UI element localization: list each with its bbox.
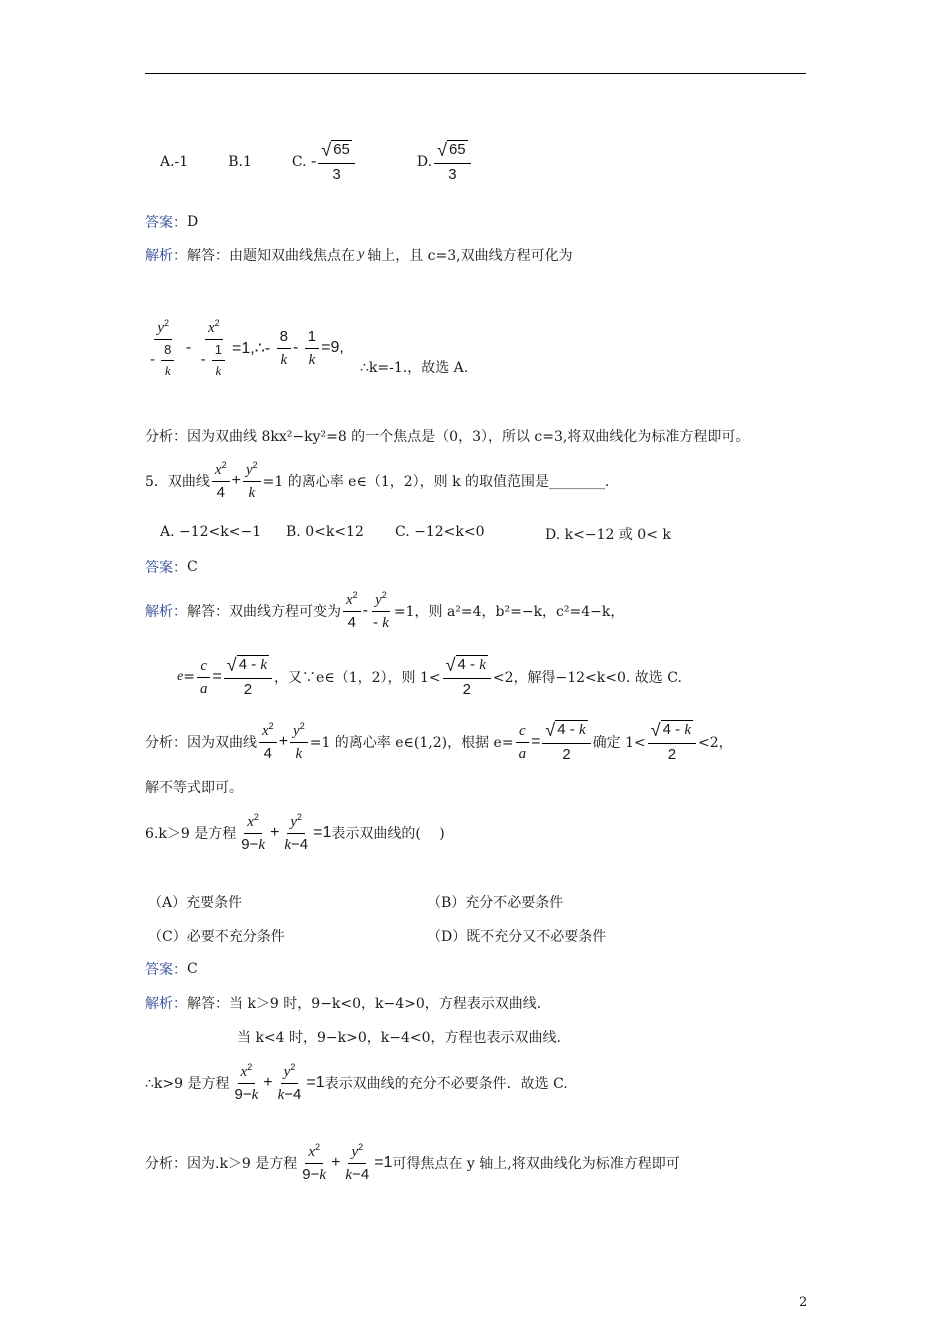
q6-jiexi: 解析： 解答：当 k＞9 时，9−k<0，k−4>0，方程表示双曲线. bbox=[145, 996, 542, 1012]
q6-option-c: （C）必要不充分条件 bbox=[148, 929, 285, 945]
q4-option-c: C. - √ 65 3 bbox=[292, 140, 357, 184]
header-rule bbox=[145, 73, 806, 74]
q6-stem: 6.k＞9 是方程 $\frac{x^2}{9-k}$ + $\frac{y^2}{k-4}$ =1 表示双曲线的( ) bbox=[145, 812, 445, 853]
q5-e-line: e = $\frac{c}{a}$ = √ 4 - k 2 ，又∵e∈（1，2），则 1< √ 4 - k 2 <2，解得−12<k<0. 故选 C. bbox=[177, 655, 682, 698]
page-number: 2 bbox=[799, 1295, 808, 1310]
q4-equation: $y^2$ - $\frac{8}{k}$ - $x^2$ - $\frac{1}{k}$ =1,∴- $\frac{8}{k}$ - $\frac{1}{k}$ =9, bbox=[150, 318, 344, 378]
q4-d-fraction: √ 65 3 bbox=[434, 140, 471, 184]
q6-option-a: （A）充要条件 bbox=[148, 895, 243, 911]
q5-answer: 答案： C bbox=[145, 559, 198, 576]
q4-answer: 答案： D bbox=[145, 214, 199, 231]
q4-c-fraction: √ 65 3 bbox=[318, 140, 355, 184]
q5-option-b: B. 0<k<12 bbox=[286, 524, 364, 540]
q4-option-b: B.1 bbox=[228, 154, 252, 170]
q5-stem: 5．双曲线 $\frac{x^2}{4}$ + $\frac{y^2}{k}$ =1 的离心率 e∈（1，2），则 k 的取值范围是________. bbox=[145, 460, 610, 501]
q5-fenxi-line2: 解不等式即可。 bbox=[145, 780, 243, 796]
q4-option-d: D. √ 65 3 bbox=[417, 140, 473, 184]
q5-option-a: A. −12<k<−1 bbox=[160, 524, 262, 540]
q4-conclusion: ∴k=-1.，故选 A. bbox=[360, 360, 469, 376]
q6-answer: 答案： C bbox=[145, 961, 198, 978]
q4-fenxi: 分析：因为双曲线 8kx²−ky²=8 的一个焦点是（0，3），所以 c=3,将双曲线化为标准方程即可。 bbox=[145, 429, 750, 445]
q6-jiexi-2: 当 k<4 时，9−k>0，k−4<0，方程也表示双曲线. bbox=[237, 1030, 561, 1046]
q4-option-a: A.-1 bbox=[160, 154, 189, 170]
q5-option-c: C. −12<k<0 bbox=[395, 524, 485, 540]
q6-fenxi: 分析：因为.k＞9 是方程 $\frac{x^2}{9-k}$ + $\frac{y^2}{k-4}$ =1 可得焦点在 y 轴上,将双曲线化为标准方程即可 bbox=[145, 1142, 680, 1183]
q6-conclusion: ∴k>9 是方程 $\frac{x^2}{9-k}$ + $\frac{y^2}{k-4}$ =1 表示双曲线的充分不必要条件．故选 C. bbox=[145, 1062, 568, 1103]
q5-fenxi: 分析：因为双曲线 $\frac{x^2}{4}$ + $\frac{y^2}{k}$ =1 的离心率 e∈(1,2)，根据 e= $\frac{c}{a}$ = √ 4 - k 2 确定 1< √ 4 - k 2 <2， bbox=[145, 720, 733, 763]
q6-option-b: （B）充分不必要条件 bbox=[427, 895, 564, 911]
q6-option-d: （D）既不充分又不必要条件 bbox=[427, 929, 607, 945]
q5-jiexi: 解析： 解答：双曲线方程可变为 $\frac{x^2}{4}$ - $\frac{y^2}{- k}$ =1，则 a²=4，b²=−k，c²=4−k， bbox=[145, 590, 625, 631]
q5-option-d: D. k<−12 或 0< k bbox=[545, 527, 671, 543]
q4-jiexi: 解析： 解答：由题知双曲线焦点在 y 轴上，且 c=3,双曲线方程可化为 bbox=[145, 247, 573, 264]
q4-options bbox=[160, 140, 473, 184]
